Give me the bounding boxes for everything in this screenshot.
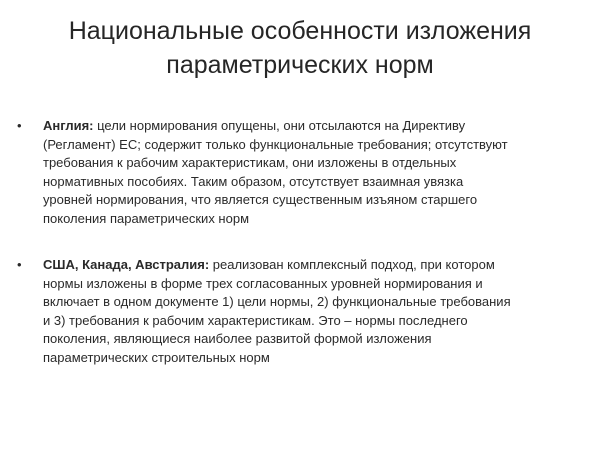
bullet-line: поколения параметрических норм — [43, 210, 250, 226]
slide-title-line-2: параметрических норм — [166, 51, 434, 79]
bullet-item-usa-canada-australia — [12, 256, 592, 367]
bullet-first-line — [43, 256, 592, 275]
bullet-line: нормы изложены в форме трех согласованных уровней нормирования и — [43, 275, 483, 291]
slide-title — [20, 14, 580, 82]
bullet-item-england — [12, 117, 592, 228]
bullet-first-line-text: реализован комплексный подход, при котором — [209, 257, 495, 272]
bullet-first-line-text: цели нормирования опущены, они отсылаются на Директиву — [93, 118, 466, 133]
bullet-line: (Регламент) ЕС; содержит только функциональные требования; отсутствуют — [43, 136, 508, 152]
bullet-first-line — [43, 117, 592, 136]
bullet-dot-icon: • — [17, 118, 22, 133]
bullet-line: включает в одном документе 1) цели нормы, 2) функциональные требования — [43, 294, 511, 309]
bullet-line: и 3) требования к рабочим характеристикам. Это – нормы последнего — [43, 312, 468, 328]
bullet-line: поколения, являющиеся наиболее развитой формой изложения — [43, 331, 432, 346]
bullet-line: уровней нормирования, что является существенным изъяном старшего — [43, 192, 478, 207]
bullet-lead: США, Канада, Австралия: — [43, 257, 210, 272]
bullet-line: нормативных пособиях. Таким образом, отсутствует взаимная увязка — [43, 173, 464, 189]
bullet-line: требования к рабочим характеристикам, они изложены в отдельных — [43, 155, 457, 170]
bullet-list — [12, 117, 592, 395]
bullet-lead: Англия: — [43, 118, 94, 133]
slide-title-line-1: Национальные особенности изложения — [68, 17, 532, 45]
bullet-line: параметрических строительных норм — [43, 349, 270, 365]
bullet-dot-icon: • — [17, 257, 22, 272]
